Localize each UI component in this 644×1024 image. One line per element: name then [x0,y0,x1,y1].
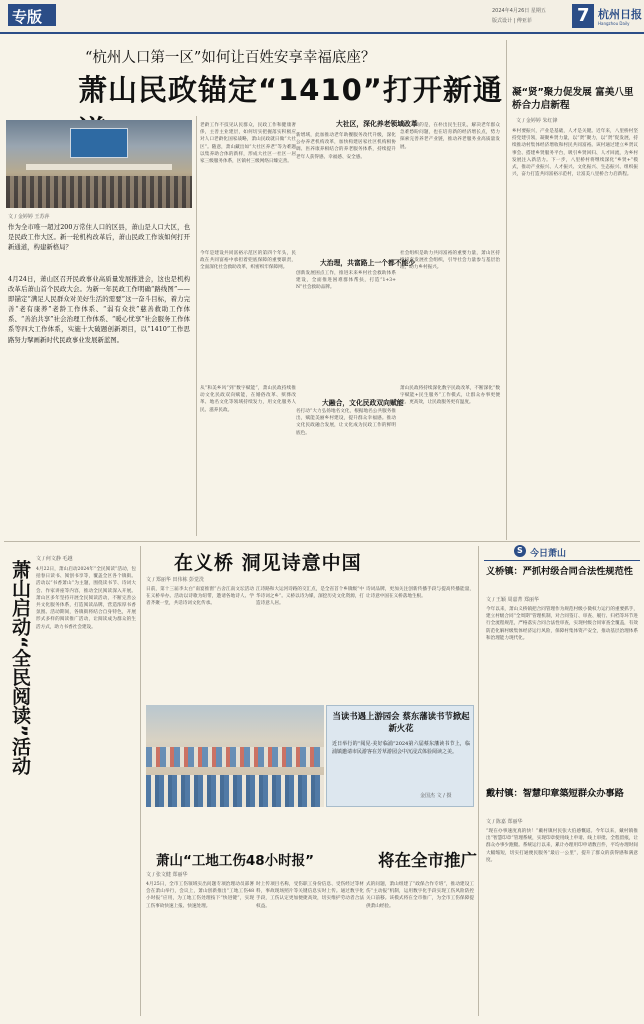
reading-title: 萧山启动“全民阅读”活动 [9,560,31,775]
injury-byline: 文 / 张文健 郑丽华 [146,872,188,878]
lead-col-h: 名打动“大力弘扬地名文化，根据地名公共服务推出，赋能美丽乡村建设，提升群众幸福感。推动文化民政融合发展，让文化成为民政工作的鲜明底色。 [296,409,396,436]
lead-body: 4月24日，萧山区召开民政事业高质量发展推进会，这也是机构改革后萧山首个民政大会。为新一年民政工作明确“路线图”——即锚定“满足人民群众对美好生活的需要”这一奋斗目标，着力完善“老有康养”老龄工作体系、“弱有众扶”慈善救助工作体系、“善治共享”社会治理工作体系、“暖心忧享”社会服务工作体系等四大工作体系，实施十大破题创新项目，以“1410”工作思路努力擘画新时代民政事业发展新蓝图。 [8,275,190,344]
injury-col-b: 时上传项目名称，受伤职工身份信息、受伤经过等材料，事故现场照片等关键信息实时上传。通过数字化手段，工伤认定更加便捷高效，切实维护劳动者合法权益。 [256,882,364,909]
poetry-title: 在义桥 洞见诗意中国 [174,552,362,574]
lead-col-d: 今年是建设共同富裕示范区的第四个年头，民政在共同富裕中承担着兜底保障的重要职责，全面深化社会救助改革，织密织牢保障网。 [200,251,296,271]
reading-body: 4月22日，萧山启动2024年“全民阅读”活动，包括春日读书、阅创书享等，覆盖全区各个镇街。活动以“书香萧山”为主题，围绕读书节、诗词大会、作家讲座等内容，推动全民阅读深入开展。萧山区多年坚持开展全民阅读活动，不断完善公共文化服务体系，打造阅读品牌，营造浓厚书香氛围。活动期间，各镇街将结合自身特色，开展形式多样的阅读推广活动，让阅读成为群众的生活方式，助力书香社会建设。 [36,567,136,630]
subhead-1: 大社区，深化养老领域改革 [336,120,418,128]
lead-col-a: 老龄工作不技见认民群众，民政工作和健康奢侈，主善主业建层，如何切实把握落实积极应对人口老龄化国家战略，萧山民政就日做“大社区”。随意，萧山藏出如“大社区养老”等为难题以集养助合体的新样，形成大社区一社区一居家三级服务体系，区镇村三级网络日臻完善。 [200,123,296,165]
injury-col-c: 式的问题，萧山组建了“政保合作专班”，推动建设工伤“主动报”机制，运用数字化手段实现工伤风险防控关口前移。该模式将在全市推广，为全市工伤保障提供萧山经验。 [366,882,474,909]
promo-title: 将在全市推广 [378,851,477,870]
column-divider [196,116,197,536]
injury-title: 萧山“工地工伤48小时报” [156,853,315,869]
poetry-col-a: 日前，第十三届李太白“南宴推窗”古舍江南文坛活动在义桥举办。活动以诗歌为纽带，邀请各地诗人、学者齐聚一堂，共话诗词文化传承。 [146,587,254,607]
audience-rows [6,176,192,208]
injury-col-a: 4月25日，全市工伤领域实出问题专项治理动员部署会在萧山举行，会议上，萧山创新推出“工地工伤48小时报”应用，为工地工伤处理按下“快进键”，实现工伤事故快速上报、快速处理。 [146,882,254,909]
column-divider-right [506,40,507,540]
page-number: 7 [577,5,590,26]
paper-name: 杭州日报 [598,8,642,21]
lead-title: 萧山民政锚定“1410”打开新通 [78,73,503,107]
section-rule [4,541,640,542]
side1-body: 乡村要振兴，产业是基础，人才是关键。近年来，八里桥村坚持党建引领，凝聚乡贤力量，以“贤”聚力，以“贤”促发展，持续推动村集体经济增收和村民共同富裕。该村通过建立乡贤议事会、搭建乡贤服务平台，吸引乡贤回归、人才回流，为乡村发展注入新活力。下一步，八里桥村将继续深化“乡贤+”模式，推动产业振兴、人才振兴、文化振兴、生态振兴、组织振兴，奋力打造共同富裕示范村，让富美八里桥合力启新程。 [512,129,638,178]
column-divider-2 [140,546,141,1016]
photo-crowd-top [146,747,324,767]
dc-byline: 文 / 陈嘉 郑丽华 [486,819,523,825]
header-date: 2024年4月26日 星期五 [492,8,546,14]
lead-kicker: “杭州人口第一区”如何让百姓安享幸福底座？ [85,50,376,66]
event-body: 近日举行的“阅见·美好临浦”2024第六届蔡东藩读书节上，临浦镇邀请市民游客在芳草游园会中沉浸式体验阅读之美。 [332,741,470,755]
today-badge-s: S [517,546,523,555]
section-label: 专版 [12,8,43,26]
subhead-2: 大治理，共富路上一个都不能少 [320,259,416,267]
poetry-col-b: 江诗路和大运河诗路的交汇点，是全省首个乡镇级“中华诗词之乡”。义桥以诗为媒，深挖历史文化资源，打造诗意人居。 [256,587,364,607]
subhead-3: 大融合，文化民政双向赋能 [322,399,404,407]
paper-name-en: Hangzhou Daily [598,21,630,26]
stage-screen [70,128,128,158]
stage-table [26,164,172,170]
event-credit: 金国杰 文 / 摄 [420,793,452,799]
lead-col-c: 得持一颈的是，在朴出民生狂轧，解决老年群众急难愁盼问题，也在培育新的经济增长点，势力探索完善养老产业链，推动养老服务业高质量发展。 [400,123,500,150]
photo-crowd-bottom [146,775,324,807]
side1-title: 凝“贤”聚力促发展 富美八里桥合力启新程 [512,87,634,111]
lead-headline-block [30,42,510,112]
dc-body: “现在办事速度真的快！”戴村镇村民张大伯感慨道。今年以来，戴村镇推出“智慧印章”管理系统，实现印章使用线上申请、线上审批、全程留痕，让群众办事少跑腿。系统运行以来，累计办理用印申请数百件，平均办理时间大幅缩短，切实打通便民服务“最后一公里”，提升了群众的获得感和满意度。 [486,829,638,863]
lead-col-b: 新增域，此加推动老年助餐服务改代升级，深化公办养老机构改革，加快构建居家社区机构相协调、医养康养相结合的养老服务体系，持续提升老年人获得感、幸福感、安全感。 [296,133,396,160]
header-bar [0,0,644,34]
poetry-col-c: 诗词品牌，更加关注创新传播手段与提高传播能量，让诗意中国在义桥落地生根。 [366,587,474,600]
lead-col-g: 从“和美乡风”到“数字赋能”，萧山民政持续推动文化民政双向赋能，在婚俗改革、殡葬改革、地名文化等领域持续发力，用文化服务人民、滋养民政。 [200,386,296,413]
yq-body: 今年以来，萧山义桥镇把合同管理作为规范村级小微权力运行的重要抓手，建立村级合同“全周期”管理机制，对合同签订、审查、履行、归档等环节进行全流程规范，严格落实合同合法性审查，实现村级合同审查全覆盖，有效防范化解村级集体经济运行风险，保障村集体资产安全，推动基层治理体系和治理能力现代化。 [486,607,638,641]
yq-byline: 文 / 王颖 周嘉菁 郑丽华 [486,597,540,603]
event-photo [146,705,324,807]
lead-col-e: 创新发展困点工作，推进未来乡村社会救助体系建设，全面推进困难群体帮扶，打造“1+3+N”社会救助品牌。 [296,271,396,291]
reading-byline: 文 / 何文静 毛越 [36,556,73,562]
yq-title: 义桥镇：严抓村级合同合法性规范性 [486,566,633,577]
dc-title: 戴村镇：智慧印章築短群众办事路 [486,788,624,799]
header-editor: 版式设计 | 傅亚菲 [492,18,532,24]
today-label: 今日萧山 [530,549,567,559]
lead-intro: 作为全市唯一超过200万常住人口的区县，萧山是人口大区，也是民政工作大区。新一轮机构改革后，萧山民政工作该如何打开新通道，构建新格局？ [8,223,190,251]
lead-col-i: 萧山民政将持续深化数字民政改革，不断深化“数字赋能+民生服务”工作模式，让群众办事更便捷、更高效，让民政服务更有温度。 [400,386,500,406]
meeting-photo [6,120,192,208]
side1-byline: 文 / 金婷婷 朱红锋 [516,118,558,124]
event-title: 当读书遇上游园会 蔡东藩读书节掀起新火花 [332,711,470,733]
lead-byline: 文 / 金婷婷 王苏萍 [8,214,50,220]
lead-col-f: 社会组织是助力共同富裕的重要力量，萧山区持续培育发展社会组织，引导社会力量参与基层治理，助力乡村振兴。 [400,251,500,271]
column-divider-3 [478,546,479,1016]
today-rule [484,560,640,561]
poetry-byline: 文 / 郑丽华 田伟栋 彭觉洗 [146,577,205,583]
